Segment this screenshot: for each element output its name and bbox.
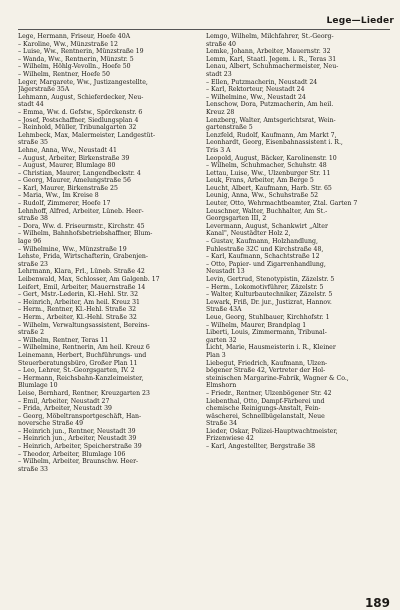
directory-entry: Leuter, Otto, Wehrmachtbeamter, Ztal. Garten 7 [206, 200, 358, 208]
directory-entry: gartenstraße 5 [206, 124, 253, 132]
directory-entry: Leuk, Frans, Arbeiter, Am Berge 5 [206, 177, 314, 185]
directory-entry: Lehmbeck, Max, Malermeister, Landgestüt- [18, 131, 156, 139]
directory-entry: garten 32 [206, 336, 237, 344]
directory-entry: Leopold, August, Bäcker, Karolinenstr. 10 [206, 154, 337, 162]
directory-entry: – Karoline, Ww., Münzstraße 12 [18, 40, 118, 48]
directory-entry: – Gert, Mstr.-Lederin, Kl.-Hehl. Str. 32 [18, 291, 139, 299]
directory-entry: – Frida, Arbeiter, Neustadt 39 [18, 405, 112, 413]
directory-entry: – Karl, Angestellter, Bergstraße 38 [206, 443, 316, 451]
directory-entry: Neustadt 13 [206, 268, 245, 276]
directory-entry: – August, Arbeiter, Birkenstraße 39 [18, 154, 130, 162]
directory-entry: Lieder, Oskar, Polizei-Hauptwachtmeister, [206, 427, 338, 435]
directory-entry: – Hermann, Reichsbahn-Kanzleimeister, [18, 374, 144, 382]
directory-entry: wäscherei, Schnellbügelanstalt, Neue [206, 412, 325, 420]
directory-entry: steinischen Margarine-Fabrik, Wagner & Co., [206, 374, 349, 382]
directory-entry: Straße 34 [206, 420, 238, 428]
directory-entry: Leucht, Albert, Kaufmann, Harb. Str. 65 [206, 184, 332, 192]
directory-entry: Liberti, Louis, Zimmermann, Tribunal- [206, 329, 327, 337]
directory-entry: Plan 3 [206, 351, 226, 359]
directory-entry: Liebenthal, Otto, Dampf-Färberei und [206, 397, 325, 405]
directory-entry: Tris 3 A [206, 146, 231, 154]
directory-entry: Leifert, Emil, Arbeiter, Mauernstraße 14 [18, 283, 146, 291]
directory-entry: Steuerberatungsbüro, Großer Plan 11 [18, 359, 138, 367]
directory-entry: – Reinhold, Müller, Tribunalgarten 32 [18, 124, 137, 132]
directory-entry: – Rudolf, Zimmerer, Hoefe 17 [18, 200, 111, 208]
directory-entry: – Wilhelmine, Ww., Neustadt 24 [206, 93, 306, 101]
directory-entry: Kanal", Neustädter Holz 2, [206, 230, 291, 238]
directory-entry: – Herm., Rentner, Kl.-Hehl. Straße 32 [18, 306, 137, 314]
directory-entry: Lehrmann, Klara, Frl., Lüneb. Straße 42 [18, 268, 145, 276]
directory-entry: – Emma, Ww. d. Gefstw., Spörckenstr. 6 [18, 108, 143, 116]
directory-entry: – Wilhelm, Verwaltungsassistent, Bereins- [18, 321, 150, 329]
directory-entry: – Wilhelmine, Ww., Münzstraße 19 [18, 245, 127, 253]
directory-entry: Levin, Gertrud, Stenotypistin, Zäzelstr. 5 [206, 276, 335, 283]
directory-entry: – Luise, Ww., Rentnerin, Münzstraße 19 [18, 48, 144, 56]
directory-entry: Licht, Marie, Hausmeisterin i. R., Kleiner [206, 344, 336, 352]
directory-entry: stadt 23 [206, 70, 232, 78]
directory-entry: – Wilhelmine, Rentnerin, Am heil. Kreuz 6 [18, 344, 150, 352]
directory-entry: Lemgo, Wilhelm, Milchfahrer, St.-Georg- [206, 33, 334, 40]
directory-entry: – Wilhelm, Maurer, Brandplag 1 [206, 321, 307, 329]
directory-entry: – Karl, Maurer, Birkenstraße 25 [18, 184, 118, 192]
directory-entry: – Georg, Maurer, Amelungstraße 56 [18, 177, 131, 185]
directory-entry: straße 2 [18, 329, 45, 337]
directory-entry: Blumlage 10 [18, 382, 58, 390]
page-number: 189 [364, 596, 390, 610]
directory-entry: – Georg, Möbeltransportgeschäft, Han- [18, 412, 142, 420]
directory-entry: – Josef, Postschaffner, Siedlungsplan 4 [18, 116, 139, 124]
directory-entry: – Friedr., Rentner, Ülzenbögener Str. 42 [206, 389, 332, 397]
directory-entry: – Dora, Ww. d. Friseurmstr., Kirchstr. 45 [18, 222, 145, 230]
directory-entry: Leonhardt, Georg, Eisenbahnassistent i. R., [206, 139, 343, 147]
directory-entry: – Ellen, Putzmacherin, Neustadt 24 [206, 78, 318, 86]
directory-entry: Leunig, Anna, Ww., Schuhstraße 52 [206, 192, 319, 200]
directory-entry: Leinemann, Herbert, Buchführungs- und [18, 351, 147, 359]
directory-entry: Lehmann, August, Schieferdecker, Neu- [18, 93, 144, 101]
directory-entry: chemische Reinigungs-Anstalt, Fein- [206, 405, 321, 413]
directory-entry: straße 33 [18, 465, 48, 473]
directory-entry: Lenau, Albert, Schuhmachermeister, Neu- [206, 63, 339, 71]
directory-entry: – Heinrich, Arbeiter, Am heil. Kreuz 31 [18, 298, 140, 306]
directory-entry: – August, Maurer, Blumlage 80 [18, 162, 116, 170]
left-column [18, 33, 200, 473]
directory-entry: – Wilhelm, Arbeiter, Braunschw. Heer- [18, 458, 139, 466]
directory-entry: lage 96 [18, 238, 42, 246]
directory-entry: – Christian, Maurer, Langendbeckstr. 4 [18, 169, 141, 177]
directory-entry: – Leo, Lehrer, St.-Georgsgarten, IV. 2 [18, 367, 135, 375]
directory-entry: – Wilhelm, Rentner, Teras 11 [18, 336, 109, 344]
directory-entry: Frizenwiese 42 [206, 435, 254, 443]
directory-entry: Lenzfeld, Rudolf, Kaufmann, Am Markt 7, [206, 131, 337, 139]
directory-entry: Leibenwald, Max, Schlosser, Am Galgenb. 17 [18, 276, 160, 283]
directory-entry: – Karl, Kaufmann, Schachtstraße 12 [206, 253, 320, 261]
directory-entry: – Wilhelm, Rentner, Hoefe 50 [18, 70, 110, 78]
directory-entry: Leise, Bernhard, Rentner, Kreuzgarten 23 [18, 389, 150, 397]
directory-entry: Leue, Georg, Stuhlbauer, Kirchhofstr. 1 [206, 313, 330, 321]
directory-entry: straße 40 [206, 40, 236, 48]
directory-entry: Lettau, Luise, Ww., Ülzenburger Str. 11 [206, 169, 331, 177]
directory-entry: – Walter, Kulturbautechniker, Zäzelstr. 5 [206, 291, 333, 299]
directory-entry: straße 23 [18, 260, 48, 268]
directory-entry: – Herm., Arbeiter, Kl.-Hehl. Straße 32 [18, 313, 137, 321]
directory-entry: – Herm., Lokomotivführer, Zäzelstr. 5 [206, 283, 324, 291]
directory-entry: – Gustav, Kaufmann, Holzhandlung, [206, 238, 318, 246]
directory-entry: bögener Straße 42, Vertreter der Hol- [206, 367, 326, 375]
directory-entry: Lehne, Anna, Ww., Neustadt 41 [18, 146, 117, 154]
directory-entry: Leger, Margarete, Ww., Justizangestellte, [18, 78, 148, 86]
directory-entry: – Heinrich, Arbeiter, Speicherstraße 39 [18, 443, 142, 451]
page-header-title: Lege—Lieder [326, 16, 394, 26]
directory-entry: – Heinrich jun., Rentner, Neustadt 39 [18, 427, 136, 435]
directory-entry: Lege, Hermann, Friseur, Hoefe 40A [18, 33, 131, 40]
directory-entry: Elmshorn [206, 382, 237, 390]
directory-entry: – Wilhelm, Schuhmacher, Schuhstr. 48 [206, 162, 327, 170]
directory-entry: stadt 44 [18, 101, 44, 109]
directory-entry: – Heinrich jun., Arbeiter, Neustadt 39 [18, 435, 137, 443]
directory-entry: – Karl, Rektorteur, Neustadt 24 [206, 86, 305, 94]
directory-entry: Georgsgarten III, 2 [206, 215, 267, 223]
directory-entry: Lemm, Karl, Staatl. Jegem. i. R., Teras 31 [206, 55, 337, 63]
directory-entry: Lewark, Friß, Dr. jur., Justizrat, Hannov. [206, 298, 332, 306]
directory-entry: – Otto, Papier- und Zigarrenhandlung, [206, 260, 326, 268]
directory-entry: Levermann, August, Schankwirt „Alter [206, 222, 328, 230]
header-rule [18, 29, 390, 30]
directory-entry: Lemke, Johann, Arbeiter, Mauernstr. 32 [206, 48, 331, 56]
directory-entry: – Theodor, Arbeiter, Blumlage 106 [18, 450, 126, 458]
directory-entry: Leuschner, Walter, Buchhalter, Am St.- [206, 207, 328, 215]
directory-entry: Lenschow, Dora, Putzmacherin, Am heil. [206, 101, 334, 109]
directory-entry: Liebegut, Friedrich, Kaufmann, Ülzen- [206, 359, 328, 367]
directory-entry: Straße 43A [206, 306, 242, 314]
directory-entry: Lenzberg, Walter, Amtsgerichtsrat, Wein- [206, 116, 336, 124]
directory-entry: Jägerstraße 35A [18, 86, 70, 94]
directory-entry: Fuhlestraße 32C und Kirchstraße 48, [206, 245, 324, 253]
right-column [206, 33, 388, 451]
directory-entry: Lehnhoff, Alfred, Arbeiter, Lüneb. Heer- [18, 207, 144, 215]
directory-entry: – Wanda, Ww., Rentnerin, Münzstr. 5 [18, 55, 134, 63]
directory-entry: – Maria, Ww., Im Kreise 8 [18, 192, 99, 200]
directory-entry: noversche Straße 49 [18, 420, 84, 428]
directory-entry: straße 38 [18, 215, 48, 223]
directory-entry: Kreuz 28 [206, 108, 235, 116]
directory-entry: – Emil, Arbeiter, Neustadt 27 [18, 397, 110, 405]
directory-entry: straße 35 [18, 139, 48, 147]
directory-entry: Lehste, Frida, Wirtschafterin, Grabenjen- [18, 253, 148, 261]
directory-entry: – Wilhelm, Bahnhofsbetriebshaffner, Blum- [18, 230, 153, 238]
directory-entry: – Wilhelm, Höhlg-Vevolln., Hoefe 50 [18, 63, 131, 71]
